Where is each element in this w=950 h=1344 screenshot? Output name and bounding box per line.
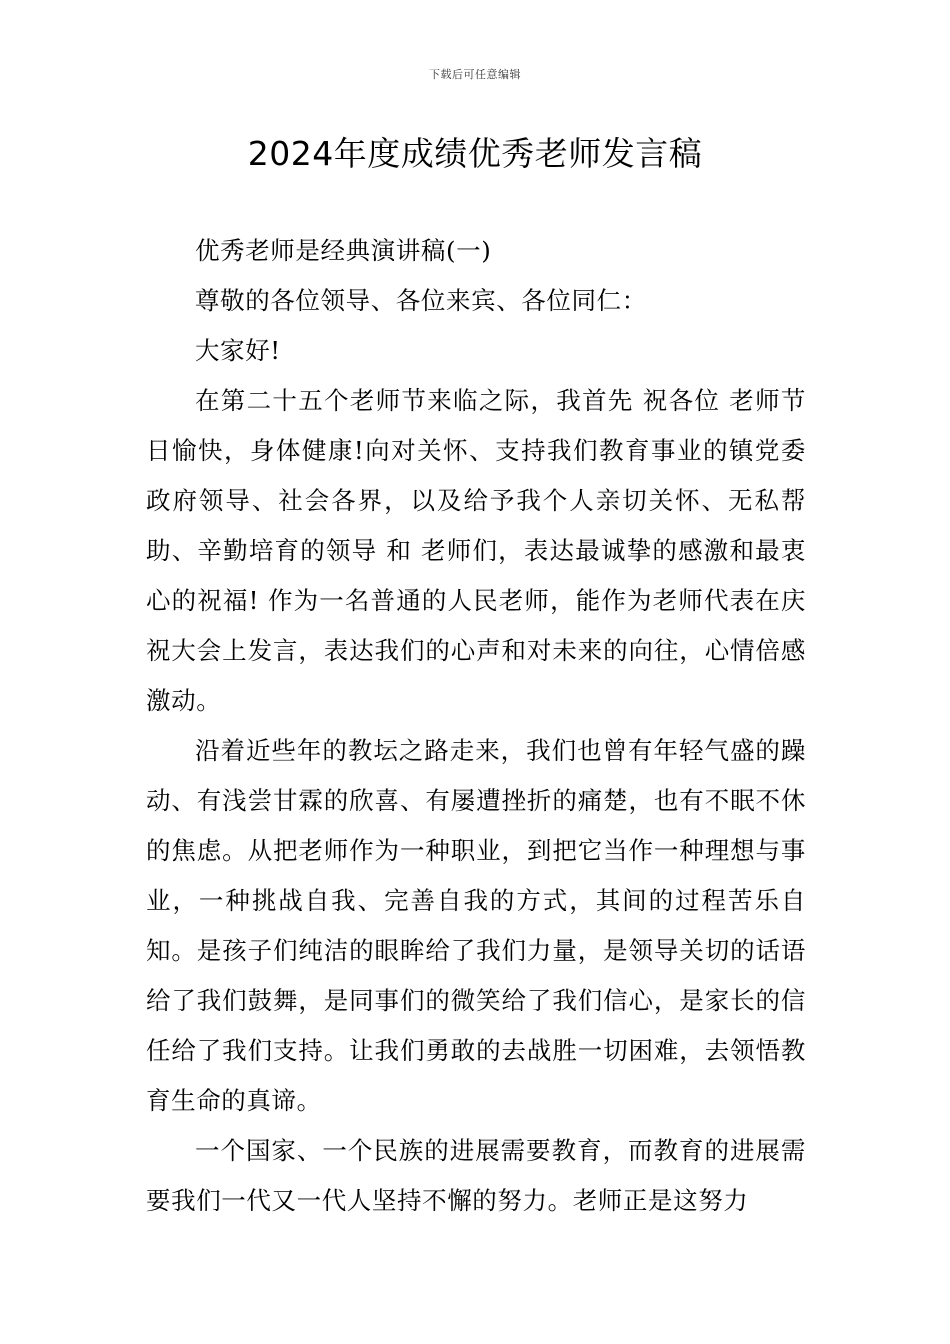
paragraph-greeting: 大家好! [195, 336, 281, 365]
paragraph: 沿着近些年的教坛之路走来，我们也曾有年轻气盛的躁动、有浅尝甘霖的欣喜、有屡遭挫折的痛楚，也有不眠不休的焦虑。从把老师作为一种职业，到把它当作一种理想与事业，一种挑战自我、完善自我的方式，其间的过程苦乐自知。是孩子们纯洁的眼眸给了我们力量，是领导关切的话语给了我们鼓舞，是同事们的微笑给了我们信心，是家长的信任给了我们支持。让我们勇敢的去战胜一切困难，去领悟教育生命的真谛。 [146, 736, 806, 1115]
header-note: 下载后可任意编辑 [429, 68, 521, 81]
document-body [146, 226, 806, 1226]
paragraph-salutation: 尊敬的各位领导、各位来宾、各位同仁： [195, 286, 647, 315]
paragraph: 一个国家、一个民族的进展需要教育，而教育的进展需要我们一代又一代人坚持不懈的努力。老师正是这努力 [146, 1136, 806, 1215]
document-title: 2024年度成绩优秀老师发言稿 [247, 134, 703, 173]
paragraph-subtitle: 优秀老师是经典演讲稿(一) [195, 236, 492, 265]
paragraph: 在第二十五个老师节来临之际，我首先 祝各位 老师节日愉快，身体健康!向对关怀、支持我们教育事业的镇党委政府领导、社会各界，以及给予我个人亲切关怀、无私帮助、辛勤培育的领导 和 老师们，表达最诚挚的感激和最衷心的祝福! 作为一名普通的人民老师，能作为老师代表在庆祝大会上发言，表达我们的心声和对未来的向往，心情倍感激动。 [146, 386, 806, 715]
